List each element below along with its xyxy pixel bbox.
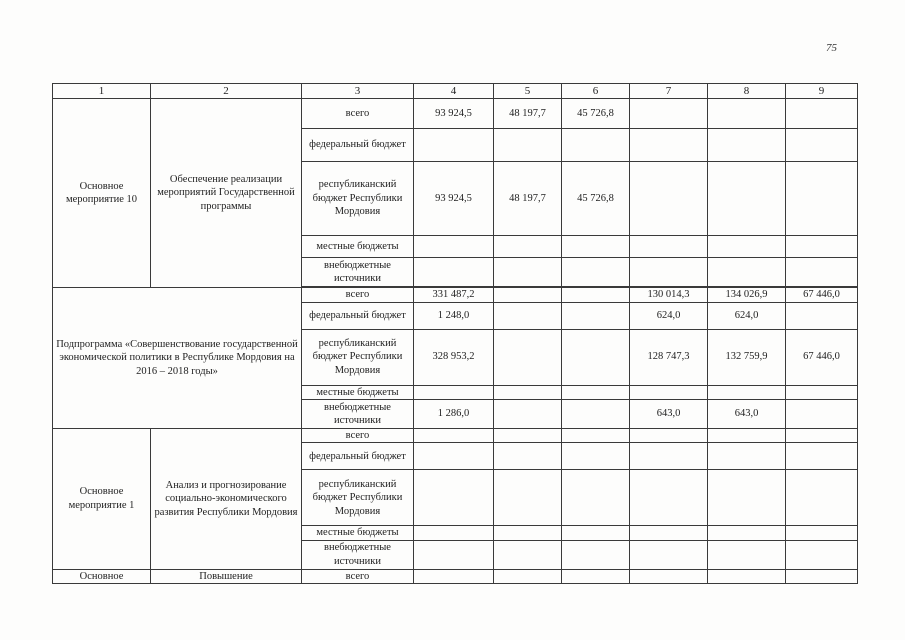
value-cell: 128 747,3	[630, 329, 708, 385]
value-cell: 48 197,7	[494, 99, 562, 129]
source-label: внебюджетные источники	[302, 258, 414, 287]
column-header: 1	[53, 84, 151, 99]
value-cell: 67 446,0	[786, 288, 858, 302]
column-header: 7	[630, 84, 708, 99]
source-label: внебюджетные источники	[302, 540, 414, 569]
value-cell: 130 014,3	[630, 288, 708, 302]
value-cell: 624,0	[708, 302, 786, 329]
column-number-row	[53, 84, 858, 99]
value-cell: 331 487,2	[414, 288, 494, 302]
activity-name: Повышение	[151, 569, 302, 583]
value-cell: 67 446,0	[786, 329, 858, 385]
source-label: федеральный бюджет	[302, 129, 414, 162]
column-header: 5	[494, 84, 562, 99]
table-row	[53, 99, 858, 129]
column-header: 3	[302, 84, 414, 99]
value-cell: 93 924,5	[414, 162, 494, 236]
source-label: республиканский бюджет Республики Мордовия	[302, 329, 414, 385]
source-label: местные бюджеты	[302, 526, 414, 540]
value-cell: 45 726,8	[562, 99, 630, 129]
source-label: всего	[302, 288, 414, 302]
value-cell: 1 248,0	[414, 302, 494, 329]
activity-title: Основное мероприятие 1	[53, 428, 151, 569]
activity-name: Анализ и прогнозирование социально-экономического развития Республики Мордовия	[151, 428, 302, 569]
column-header: 4	[414, 84, 494, 99]
value-cell: 132 759,9	[708, 329, 786, 385]
source-label: внебюджетные источники	[302, 399, 414, 428]
table-row	[53, 428, 858, 442]
source-label: местные бюджеты	[302, 236, 414, 258]
column-header: 8	[708, 84, 786, 99]
value-cell: 643,0	[708, 399, 786, 428]
activity-title: Основное	[53, 569, 151, 583]
column-header: 6	[562, 84, 630, 99]
value-cell: 624,0	[630, 302, 708, 329]
source-label: всего	[302, 428, 414, 442]
table-row	[53, 569, 858, 583]
source-label: республиканский бюджет Республики Мордовия	[302, 162, 414, 236]
value-cell: 1 286,0	[414, 399, 494, 428]
table-row	[53, 288, 858, 302]
column-header: 9	[786, 84, 858, 99]
value-cell: 134 026,9	[708, 288, 786, 302]
source-label: федеральный бюджет	[302, 302, 414, 329]
value-cell: 48 197,7	[494, 162, 562, 236]
value-cell: 328 953,2	[414, 329, 494, 385]
source-label: федеральный бюджет	[302, 443, 414, 470]
source-label: всего	[302, 99, 414, 129]
source-label: всего	[302, 569, 414, 583]
page-number: 75	[826, 42, 837, 54]
value-cell: 643,0	[630, 399, 708, 428]
value-cell: 93 924,5	[414, 99, 494, 129]
budget-table	[52, 83, 858, 584]
activity-name: Обеспечение реализации мероприятий Государственной программы	[151, 99, 302, 288]
value-cell: 45 726,8	[562, 162, 630, 236]
source-label: республиканский бюджет Республики Мордовия	[302, 470, 414, 526]
column-header: 2	[151, 84, 302, 99]
activity-title: Основное мероприятие 10	[53, 99, 151, 288]
subprogram-title: Подпрограмма «Совершенствование государственной экономической политики в Республике Мордовия на 2016 – 2018 годы»	[53, 288, 302, 429]
source-label: местные бюджеты	[302, 385, 414, 399]
